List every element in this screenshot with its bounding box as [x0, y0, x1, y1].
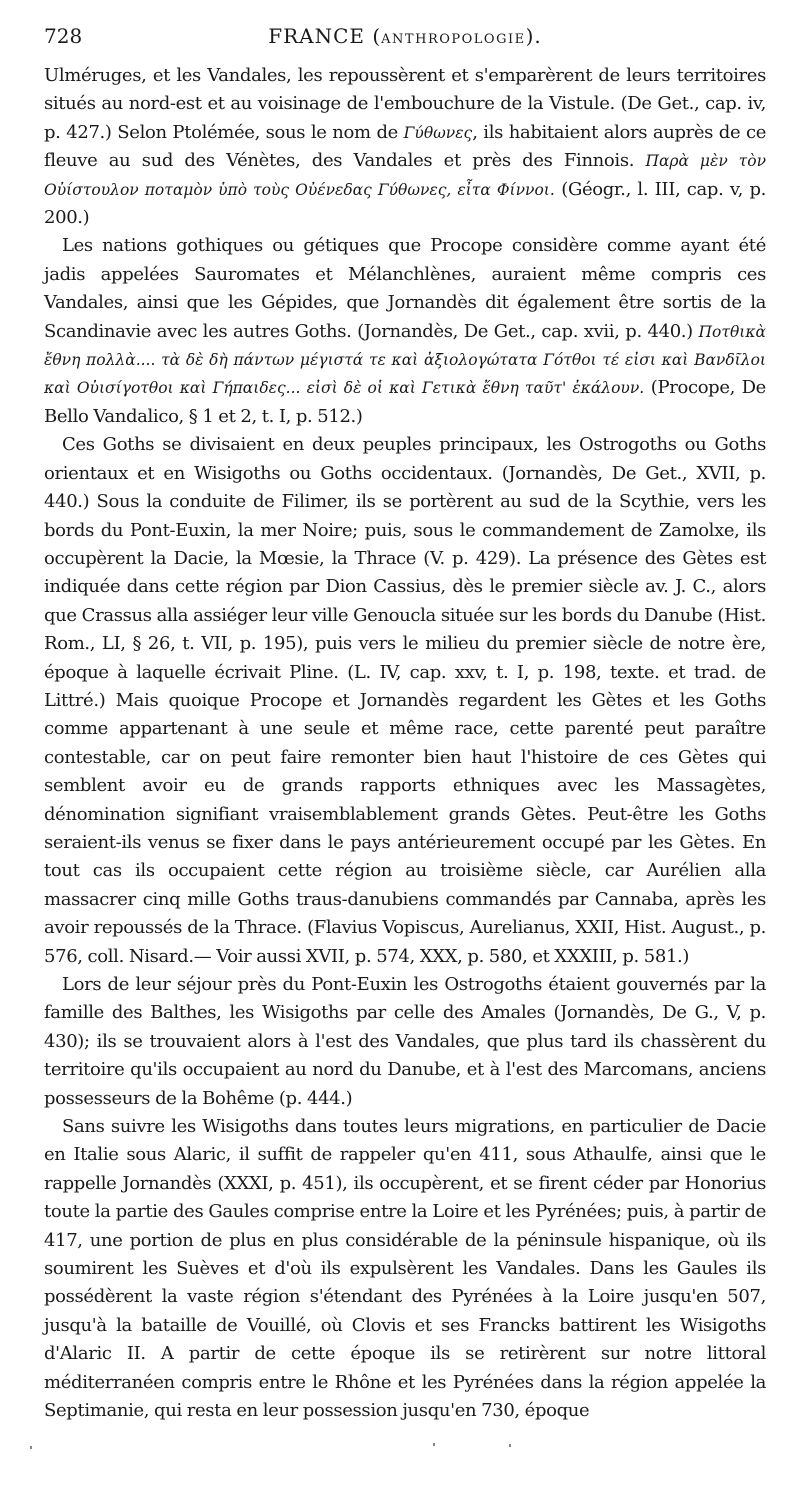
paragraph-text: , ils habitaient alors auprès de ce fleuve au sud des Vénètes, des Vandales et près des Finnois. — [44, 121, 766, 172]
page-number: 728 — [44, 24, 83, 48]
running-title-close: ). — [525, 24, 542, 48]
paragraph-text: (Procope, De Bello Vandalico, § 1 et 2, t. I, p. 512.) — [44, 377, 766, 427]
paragraph — [44, 1113, 766, 1425]
greek-quotation: Παρὰ μὲν τὸν Οὐίστουλον ποταμὸν ὑπὸ τοὺς Οὐένεδας Γύθωνες, εἶτα Φίννοι. — [44, 152, 766, 199]
paragraph-text: (Géogr., l. III, cap. v, p. 200.) — [44, 178, 766, 229]
body-text — [44, 62, 766, 1426]
running-title-subject: ANTHROPOLOGIE — [381, 32, 526, 47]
paragraph-text: Ulméruges, et les Vandales, les repoussèrent et s'emparèrent de leurs territoires situés au nord-est et au voisinage de l'embouchure de la Vistule. (De Get., cap. iv, p. 427.) Selon Ptolémée, sous le nom de — [44, 65, 766, 143]
paragraph-text: Sans suivre les Wisigoths dans toutes leurs migrations, en particulier de Dacie en Italie sous Alaric, il suffit de rappeler qu'en 411, sous Athaulfe, ainsi que le rappelle Jornandès (XXXI, p. 451), ils occupèrent, et se firent céder par Honorius toute la partie des Gaules comprise entre la Loire et les Pyrénées; puis, à partir de 417, une portion de plus en plus considérable de la péninsule hispanique, où ils soumirent les Suèves et d'où ils expulsèrent les Vandales. Dans les Gaules ils possédèrent la vaste région s'étendant des Pyrénées à la Loire jusqu'en 507, jusqu'à la bataille de Vouillé, où Clovis et ses Francks battirent les Wisigoths d'Alaric II. A partir de cette époque ils se retirèrent sur notre littoral méditerranéen compris entre le Rhône et les Pyrénées dans la région appelée la Septimanie, qui resta en leur possession jusqu'en 730, époque — [44, 1116, 766, 1422]
paragraph — [44, 232, 766, 431]
print-speck — [30, 1446, 32, 1449]
greek-quotation: Γύθωνες — [403, 123, 473, 142]
paragraph — [44, 971, 766, 1113]
page-header — [44, 20, 766, 54]
running-title-main: FRANCE ( — [268, 24, 382, 48]
paragraph-text: Lors de leur séjour près du Pont-Euxin les Ostrogoths étaient gouvernés par la famille des Balthes, les Wisigoths par celle des Amales (Jornandès, De G., V, p. 430); ils se trouvaient alors à l'est des Vandales, que plus tard ils chassèrent du territoire qu'ils occupaient au nord du Danube, et à l'est des Marcomans, anciens possesseurs de la Bohême (p. 444.) — [44, 974, 766, 1109]
paragraph-text: Ces Goths se divisaient en deux peuples principaux, les Ostrogoths ou Goths orientaux et en Wisigoths ou Goths occidentaux. (Jornandès, De Get., XVII, p. 440.) Sous la conduite de Filimer, ils se portèrent au sud de la Scythie, vers les bords du Pont-Euxin, la mer Noire; puis, sous le commandement de Zamolxe, ils occupèrent la Dacie, la Mœsie, la Thrace (V. p. 429). La présence des Gètes est indiquée dans cette région par Dion Cassius, dès le premier siècle av. J. C., alors que Crassus alla assiéger leur ville Genoucla située sur les bords du Danube (Hist. Rom., LI, § 26, t. VII, p. 195), puis vers le milieu du premier siècle de notre ère, époque à laquelle écrivait Pline. (L. IV, cap. xxv, t. I, p. 198, texte. et trad. de Littré.) Mais quoique Procope et Jornandès regardent les Gètes et les Goths comme appartenant à une seule et même race, cette parenté peut paraître contestable, car on peut faire remonter bien haut l'histoire de ces Gètes qui semblent avoir eu de grands rapports ethniques avec les Massagètes, dénomination signifiant vraisemblablement grands Gètes. Peut-être les Goths seraient-ils venus se fixer dans le pays antérieurement occupé par les Gètes. En tout cas ils occupaient cette région au troisième siècle, car Aurélien alla massacrer cinq mille Goths traus-danubiens commandés par Cannaba, après les avoir repoussés de la Thrace. (Flavius Vopiscus, Aurelianus, XXII, Hist. August., p. 576, coll. Nisard.— Voir aussi XVII, p. 574, XXX, p. 580, et XXXIII, p. 581.) — [44, 434, 766, 967]
greek-quotation: Ποτθικὰ ἔθνη πολλὰ.... τὰ δὲ δὴ πάντων μέγιστά τε καὶ ἀξιολογώτατα Γότθοι τέ εἰσι καὶ Βανδῖλοι καὶ Οὐισίγοτθοι καὶ Γήπαιδες... εἰσὶ δὲ οἱ καὶ Γετικὰ ἔθνη ταῦτ' ἐκάλουν. — [44, 322, 766, 398]
print-speck — [433, 1443, 435, 1446]
print-speck — [509, 1444, 511, 1447]
paragraph — [44, 431, 766, 971]
running-title — [44, 24, 766, 48]
paragraph-text: Les nations gothiques ou gétiques que Procope considère comme ayant été jadis appelées Sauromates et Mélanchlènes, auraient même compris ces Vandales, ainsi que les Gépides, que Jornandès dit également être sortis de la Scandinavie avec les autres Goths. (Jornandès, De Get., cap. xvii, p. 440.) — [44, 235, 766, 342]
paragraph — [44, 62, 766, 232]
